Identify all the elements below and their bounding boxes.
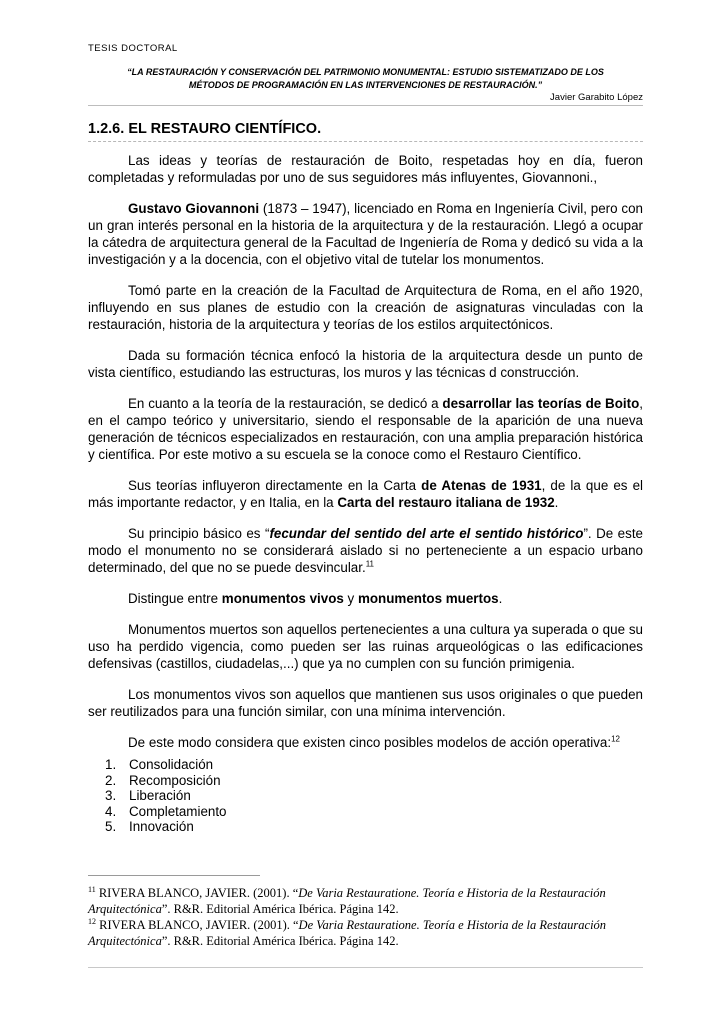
paragraph-7-text-b: ”. De este modo el monumento no se considerará aislado si no perteneciente a un espacio urbano determinado, del que no se puede desvincular.: [88, 526, 643, 575]
operative-models-list: [88, 757, 643, 835]
italian-charter: Carta del restauro italiana de 1932: [337, 495, 555, 510]
thesis-title-line1: “LA RESTAURACIÓN Y CONSERVACIÓN DEL PATRIMONIO MONUMENTAL: ESTUDIO SISTEMATIZADO DE LOS: [127, 67, 604, 77]
paragraph-4: [88, 347, 643, 381]
paragraph-5-text-b: , en el campo teórico y universitario, siendo el responsable de la aparición de una nueva generación de técnicos especializados en restauración, con una amplia preparación histórica y científica. Por este motivo a su escuela se la conoce como el Restauro Científico.: [88, 396, 643, 462]
paragraph-2-text: (1873 – 1947), licenciado en Roma en Ingeniería Civil, pero con un gran interés personal en la historia de la arquitectura y de la restauración. Llegó a ocupar la cátedra de arquitectura general de la Facultad de Ingeniería de Roma y dedicó su vida a la investigación y a la docencia, con el objetivo vital de tutelar los monumentos.: [88, 201, 644, 267]
footnote-title: De Varia Restauratione. Teoría e Historia de la Restauración Arquitectónica: [88, 886, 606, 916]
paragraph-1: [88, 152, 643, 186]
atenas-charter: de Atenas de 1931: [421, 478, 542, 493]
paragraph-10-text: Los monumentos vivos son aquellos que mantienen sus usos originales o que pueden ser reutilizados para una función similar, con una mínima intervención.: [88, 687, 643, 719]
list-item-label: Consolidación: [129, 757, 214, 772]
list-item-label: Innovación: [129, 819, 194, 834]
list-item: [105, 773, 643, 789]
paragraph-10: [88, 686, 643, 720]
section-heading: [88, 121, 321, 137]
footnote-ref-12[interactable]: 12: [611, 734, 620, 744]
list-number: 4.: [105, 803, 117, 819]
footnote-author: RIVERA BLANCO, JAVIER. (2001). “: [95, 886, 299, 900]
section-heading-divider: [88, 141, 643, 142]
section-title: EL RESTAURO CIENTÍFICO.: [128, 121, 322, 137]
paragraph-8-text-c: .: [498, 591, 503, 606]
header-divider: [88, 105, 643, 106]
paragraph-3: [88, 282, 643, 333]
paragraph-7-text-a: Su principio básico es “: [128, 526, 270, 541]
running-head: TESIS DOCTORAL: [88, 43, 178, 54]
list-item: [105, 788, 643, 804]
paragraph-5-text-a: En cuanto a la teoría de la restauración, se dedicó a: [128, 396, 443, 411]
paragraph-6-text-a: Sus teorías influyeron directamente en la Carta: [128, 478, 422, 493]
paragraph-5: [88, 395, 643, 463]
body-text: [88, 152, 643, 835]
dead-monuments-term: monumentos muertos: [357, 591, 499, 606]
list-number: 1.: [105, 757, 117, 772]
list-number: 2.: [105, 772, 117, 788]
footnote-title: De Varia Restauratione. Teoría e Historia de la Restauración Arquitectónica: [88, 918, 607, 948]
paragraph-2: [88, 200, 643, 268]
paragraph-9-text: Monumentos muertos son aquellos pertenecientes a una cultura ya superada o que su uso ha perdido vigencia, como pueden ser las ruinas arqueológicas o las edificaciones defensivas (castillos, ciudadelas,...) que ya no cumplen con su función primigenia.: [88, 622, 643, 671]
footnote-publisher: ”. R&R. Editorial América Ibérica. Página 142.: [161, 902, 399, 916]
list-item: [105, 819, 643, 835]
footnote-number: 11: [88, 884, 96, 894]
list-item-label: Completamiento: [129, 803, 227, 819]
footnote-12: [88, 917, 648, 949]
giovannoni-name: Gustavo Giovannoni: [128, 201, 260, 216]
footnote-ref-11[interactable]: 11: [365, 559, 374, 569]
paragraph-8: [88, 590, 643, 607]
paragraph-5-emphasis: desarrollar las teorías de Boito: [442, 396, 640, 411]
paragraph-4-text: Dada su formación técnica enfocó la historia de la arquitectura desde un punto de vista científico, estudiando las estructuras, los muros y las técnicas d construcción.: [88, 348, 643, 380]
author-name: Javier Garabito López: [550, 92, 643, 103]
footnotes: [88, 885, 648, 949]
paragraph-7: [88, 525, 643, 576]
paragraph-6-text-c: .: [554, 495, 559, 510]
paragraph-8-text-a: Distingue entre: [128, 591, 222, 606]
list-number: 3.: [105, 788, 117, 803]
paragraph-11-text: De este modo considera que existen cinco posibles modelos de acción operativa:: [128, 735, 612, 750]
basic-principle-quote: fecundar del sentido del arte el sentido histórico: [269, 526, 584, 541]
list-item: [105, 804, 643, 820]
paragraph-6: [88, 477, 643, 511]
paragraph-9: [88, 621, 643, 672]
page-bottom-divider: [88, 967, 643, 968]
paragraph-11: [88, 734, 643, 751]
list-number: 5.: [105, 819, 117, 834]
footnote-number: 12: [88, 916, 96, 926]
paragraph-1-text: Las ideas y teorías de restauración de Boito, respetadas hoy en día, fueron completadas y reformuladas por uno de sus seguidores más influyentes, Giovannoni.,: [88, 153, 643, 185]
living-monuments-term: monumentos vivos: [221, 591, 344, 606]
list-item-label: Recomposición: [129, 772, 221, 788]
paragraph-8-text-b: y: [343, 591, 358, 606]
list-item: [105, 757, 643, 773]
footnote-publisher: ”. R&R. Editorial América Ibérica. Página 142.: [161, 934, 399, 948]
thesis-title: [88, 66, 643, 92]
section-number: 1.2.6.: [88, 121, 125, 137]
footnote-author: RIVERA BLANCO, JAVIER. (2001). “: [96, 918, 299, 932]
list-item-label: Liberación: [129, 788, 191, 803]
thesis-title-line2: MÉTODOS DE PROGRAMACIÓN EN LAS INTERVENCIONES DE RESTAURACIÓN.”: [188, 80, 543, 90]
paragraph-3-text: Tomó parte en la creación de la Facultad de Arquitectura de Roma, en el año 1920, influyendo en sus planes de estudio con la creación de asignaturas vinculadas con la restauración, historia de la arquitectura y teorías de los estilos arquitectónicos.: [88, 283, 643, 332]
footnote-divider: [88, 875, 260, 876]
footnote-11: [88, 885, 648, 917]
paragraph-6-text-b: , de la que es el más importante redactor, y en Italia, en la: [88, 478, 644, 510]
